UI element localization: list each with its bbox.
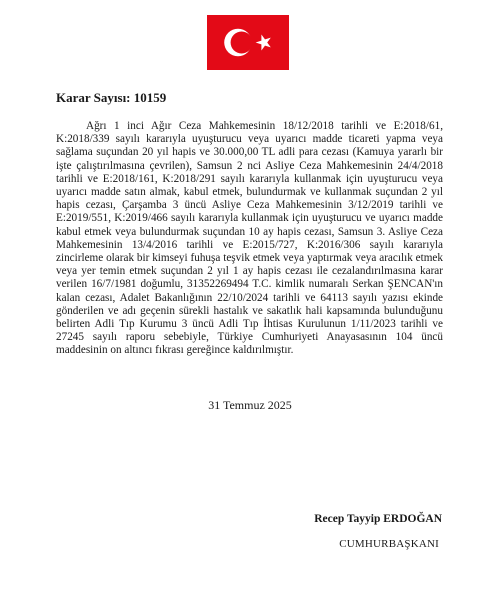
decree-date: 31 Temmuz 2025 (208, 398, 292, 412)
decree-paragraph: Ağrı 1 inci Ağır Ceza Mahkemesinin 18/12/2018 tarihli ve E:2018/61, K:2018/339 sayılı kararıyla uyuşturucu veya uyarıcı madde ticareti yapma veya sağlama suçundan 20 yıl hapis ve 30.000,00 TL adli para cezası (Kamuya yararlı bir işte çalıştırılmasına çevrilen), Samsun 2 nci Asliye Ceza Mahkemesinin 24/4/2018 tarihli ve E:2018/161, K:2018/291 sayılı kararıyla kullanmak için uyuşturucu veya uyarıcı madde satın almak, kabul etmek, bulundurmak ve kullanmak suçundan 2 yıl hapis cezası, Çarşamba 3 üncü Asliye Ceza Mahkemesinin 3/12/2019 tarihli ve E:2019/551, K:2019/466 sayılı kararıyla kullanmak için uyuşturucu ve uyarıcı madde kabul etmek veya bulundurmak suçundan 10 ay hapis cezası, Samsun 3. Asliye Ceza Mahkemesinin 13/4/2016 tarihli ve E:2015/727, K:2016/306 sayılı kararıyla zincirleme olarak bir kimseyi fuhuşa teşvik etmek veya yaptırmak veya aracılık etmek veya yer temin etmek suçundan 2 yıl 1 ay hapis cezası ile cezalandırılmasına karar verilen 16/7/1981 doğumlu, 31352269494 T.C. kimlik numaralı Serkan ŞENCAN'ın kalan cezası, Adalet Bakanlığının 22/10/2024 tarihli ve 64113 sayılı yazısı ekinde gönderilen ve adı geçenin sürekli hastalık ve sakatlık hali kapsamında bulunduğunu belirten Adli Tıp Kurumu 3 üncü Adli Tıp İhtisas Kurulunun 1/11/2023 tarihli ve 27245 sayılı raporu sebebiyle, Türkiye Cumhuriyeti Anayasasının 104 üncü maddesinin on altıncı fıkrası gereğince kaldırılmıştır. (56, 120, 443, 357)
signer-title: CUMHURBAŞKANI (339, 538, 439, 550)
decree-body (56, 120, 443, 358)
decision-number: Karar Sayısı: 10159 (56, 90, 167, 105)
crescent-inner (231, 32, 253, 54)
signer-name: Recep Tayyip ERDOĞAN (314, 513, 442, 525)
turkish-flag-icon (207, 15, 289, 70)
